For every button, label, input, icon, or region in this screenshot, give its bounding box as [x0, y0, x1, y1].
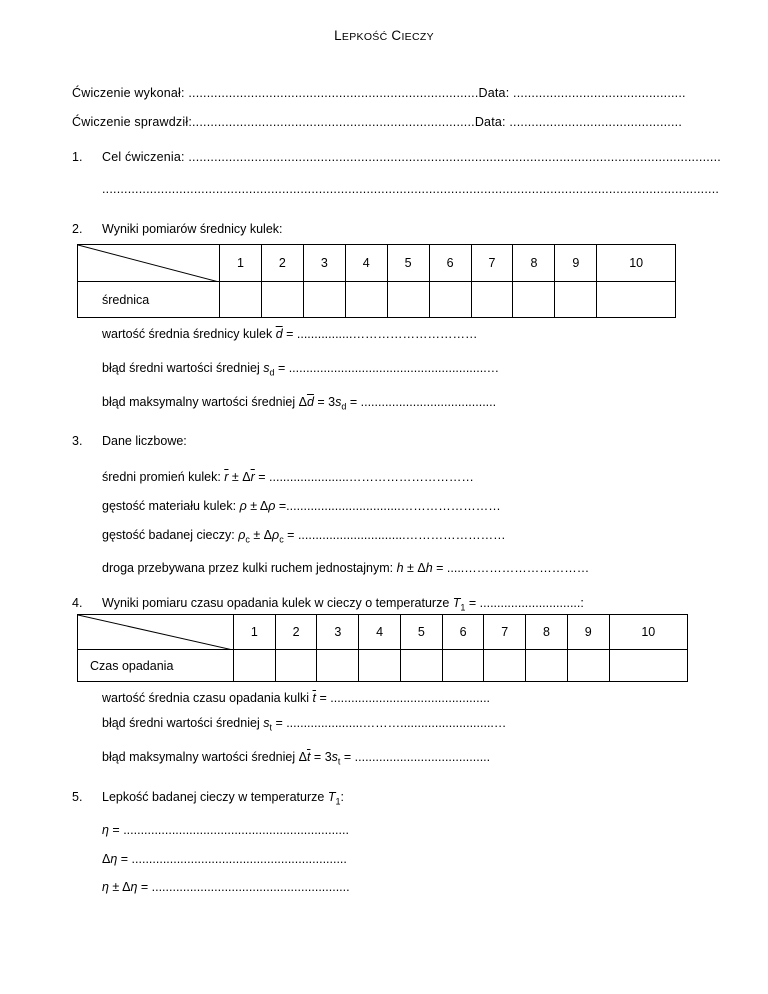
section5-number: 5.: [72, 790, 83, 804]
row-label: średnica: [78, 282, 220, 318]
input-cell[interactable]: [359, 650, 401, 682]
column-header: 2: [261, 245, 303, 282]
input-cell[interactable]: [429, 282, 471, 318]
viscosity-result-line: η ± Δη = .........................................................: [102, 880, 350, 894]
input-cell[interactable]: [567, 650, 609, 682]
column-header: 6: [429, 245, 471, 282]
path-line: droga przebywana przez kulki ruchem jednostajnym: h ± Δh = .....…………………………: [102, 561, 590, 575]
column-header: 1: [220, 245, 262, 282]
time-error-line: błąd średni wartości średniej $s_t$ = ......................………...........................…: [102, 716, 507, 733]
fall-time-table: [77, 614, 688, 682]
column-header: 5: [387, 245, 429, 282]
section1-continuation: ........................................................................................................................................................................: [102, 182, 720, 196]
diagonal-line: [78, 245, 219, 282]
column-header: 8: [526, 615, 568, 650]
table-corner-cell: [78, 245, 220, 282]
input-cell[interactable]: [220, 282, 262, 318]
column-header: 9: [567, 615, 609, 650]
checked-line: Ćwiczenie sprawdził:.............................................................................Data: ...............................................: [72, 115, 682, 129]
input-cell[interactable]: [234, 650, 276, 682]
section1-number: 1.: [72, 150, 83, 164]
column-header: 4: [345, 245, 387, 282]
column-header: 2: [275, 615, 317, 650]
column-header: 3: [317, 615, 359, 650]
column-header: 8: [513, 245, 555, 282]
column-header: 4: [359, 615, 401, 650]
mean-diameter-line: wartość średnia średnicy kulek $\overline{d}$ = ................…………………………: [102, 327, 478, 341]
section2-number: 2.: [72, 222, 83, 236]
mean-time-line: wartość średnia czasu opadania kulki $\overline{t}$ = ..............................................: [102, 691, 491, 705]
input-cell[interactable]: [471, 282, 513, 318]
diagonal-line: [78, 615, 233, 650]
time-max-error-line: błąd maksymalny wartości średniej $\Delta\overline{t} = 3s_t$ = .......................................: [102, 750, 491, 767]
diameter-table: [77, 244, 676, 318]
column-header: 3: [303, 245, 345, 282]
input-cell[interactable]: [387, 282, 429, 318]
input-cell[interactable]: [484, 650, 526, 682]
input-cell[interactable]: [275, 650, 317, 682]
input-cell[interactable]: [555, 282, 597, 318]
radius-line: średni promień kulek: $\overline{r} \pm \Delta\overline{r}$ = .......................…………………………: [102, 470, 474, 484]
column-header: 10: [609, 615, 687, 650]
input-cell[interactable]: [597, 282, 676, 318]
column-header: 1: [234, 615, 276, 650]
column-header: 9: [555, 245, 597, 282]
row-label: Czas opadania: [78, 650, 234, 682]
section1-label: Cel ćwiczenia: .................................................................................................................................................: [102, 150, 721, 164]
mean-error-line: błąd średni wartości średniej $s_d$ = .........................................................…: [102, 361, 500, 378]
section3-label: Dane liczbowe:: [102, 434, 187, 448]
section5-label: Lepkość badanej cieczy w temperaturze $T_1$:: [102, 790, 344, 807]
input-cell[interactable]: [345, 282, 387, 318]
performed-line: Ćwiczenie wykonał: ...............................................................................Data: ...............................................: [72, 86, 686, 100]
column-header: 6: [442, 615, 484, 650]
section4-number: 4.: [72, 596, 83, 610]
max-error-line: błąd maksymalny wartości średniej $\Delta\overline{d} = 3s_d$ = .......................................: [102, 395, 497, 412]
section4-label: Wyniki pomiaru czasu opadania kulek w cieczy o temperaturze $T_1$ = .............................:: [102, 596, 584, 613]
input-cell[interactable]: [513, 282, 555, 318]
input-cell[interactable]: [526, 650, 568, 682]
liquid-density-line: gęstość badanej cieczy: $\rho_c \pm \Delta\rho_c$ = ...............................……………………: [102, 528, 506, 545]
input-cell[interactable]: [609, 650, 687, 682]
column-header: 10: [597, 245, 676, 282]
column-header: 5: [400, 615, 442, 650]
section3-number: 3.: [72, 434, 83, 448]
input-cell[interactable]: [442, 650, 484, 682]
page-title: LEPKOŚĆ CIECZY: [334, 28, 434, 43]
input-cell[interactable]: [303, 282, 345, 318]
ball-density-line: gęstość materiału kulek: ρ ± Δρ =.................................……………………: [102, 499, 501, 513]
column-header: 7: [471, 245, 513, 282]
input-cell[interactable]: [261, 282, 303, 318]
column-header: 7: [484, 615, 526, 650]
viscosity-error-line: Δη = ..............................................................: [102, 852, 347, 866]
section2-label: Wyniki pomiarów średnicy kulek:: [102, 222, 283, 236]
viscosity-line: η = .................................................................: [102, 823, 349, 837]
table-corner-cell: [78, 615, 234, 650]
input-cell[interactable]: [317, 650, 359, 682]
input-cell[interactable]: [400, 650, 442, 682]
